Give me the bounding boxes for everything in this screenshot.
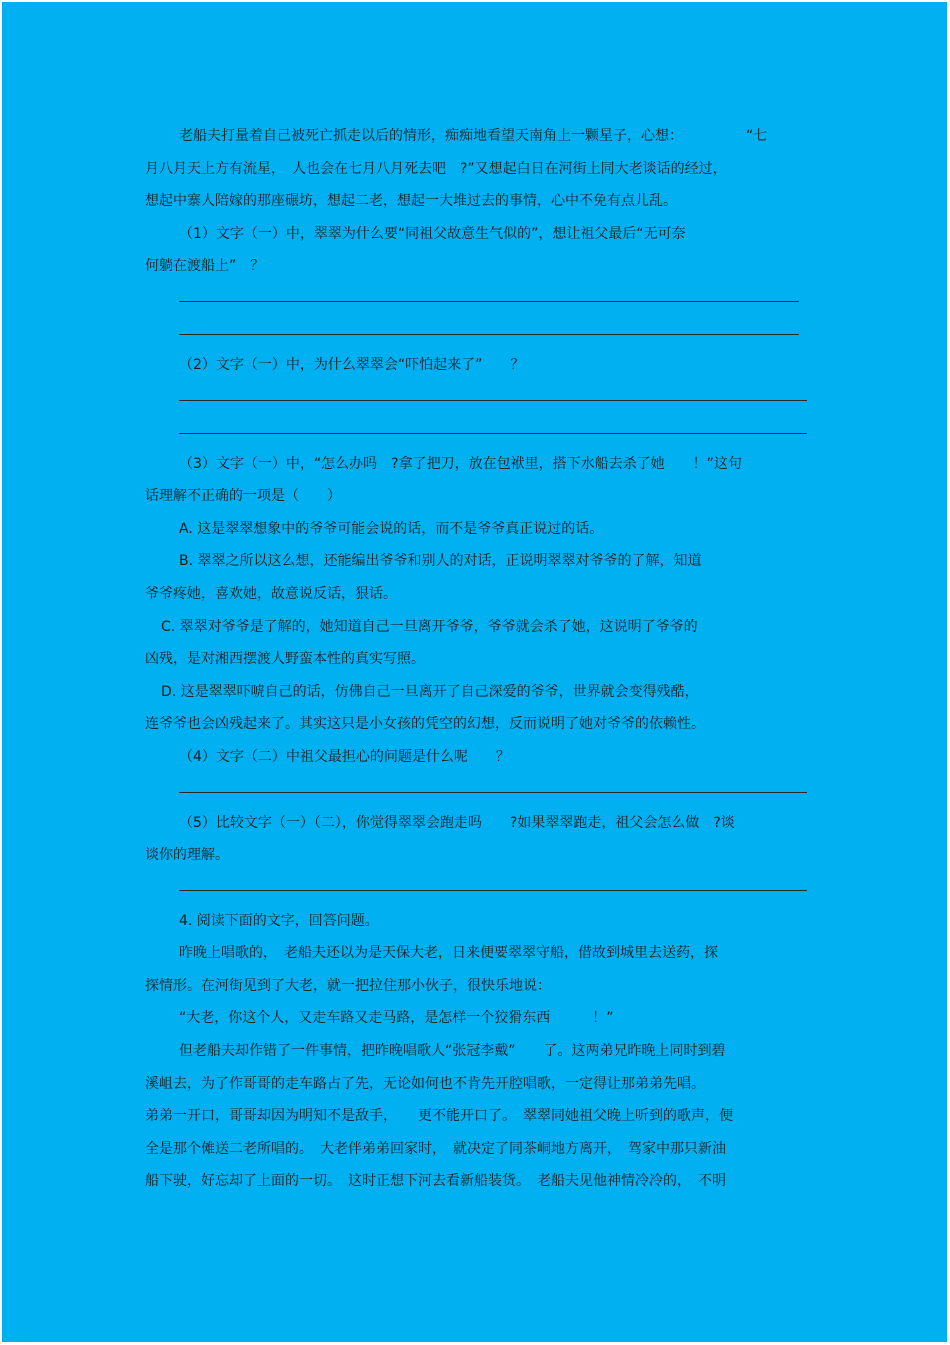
question-5: （5）比较文字（一）（二），你觉得翠翠会跑走吗 ?如果翠翠跑走，祖父会怎么做 ?谈 [179, 814, 735, 831]
paragraph-line: 老船夫打量着自己被死亡抓走以后的情形，痴痴地看望天南角上一颗星子，心想： “七 [179, 128, 768, 144]
paragraph-line: 全是那个傩送二老所唱的。 大老伴弟弟回家时， 就决定了同茶峒地方离开， 驾家中那只新油 [145, 1140, 726, 1157]
answer-line[interactable] [145, 316, 807, 349]
question-3-cont: 话理解不正确的一项是（ ） [145, 488, 341, 505]
option-a: A. 这是翠翠想象中的爷爷可能会说的话，而不是爷爷真正说过的话。 [179, 520, 604, 537]
question-5-cont: 谈你的理解。 [145, 847, 229, 864]
section-heading: 4. 阅读下面的文字，回答问题。 [179, 912, 379, 929]
option-d: D. 这是翠翠吓唬自己的话，仿佛自己一旦离开了自己深爱的爷爷，世界就会变得残酷， [161, 683, 699, 700]
paragraph-line: 船下驶，好忘却了上面的一切。 这时正想下河去看新船装货。 老船夫见他神情冷冷的， 不明 [145, 1173, 726, 1190]
document-page [2, 2, 947, 1342]
paragraph-line: 想起中寨人陪嫁的那座碾坊，想起二老，想起一大堆过去的事情，心中不免有点儿乱。 [145, 193, 677, 210]
option-b-cont: 爷爷疼她，喜欢她，故意说反话，狠话。 [145, 585, 397, 602]
question-3: （3）文字（一）中，“怎么办吗 ?拿了把刀，放在包袱里，搭下水船去杀了她 ！”这句 [179, 455, 742, 472]
question-1: （1）文字（一）中，翠翠为什么要“同祖父故意生气似的”，想让祖父最后“无可奈 [179, 225, 686, 242]
answer-line[interactable] [145, 872, 807, 905]
question-1-cont: 何躺在渡船上” ？ [145, 258, 265, 275]
option-b: B. 翠翠之所以这么想，还能编出爷爷和别人的对话，正说明翠翠对爷爷的了解，知道 [179, 553, 702, 570]
paragraph-line: 月八月天上方有流星， 人也会在七月八月死去吧 ?”又想起白日在河街上同大老谈话的经过， [145, 160, 727, 177]
paragraph-line: 弟弟一开口，哥哥却因为明知不是敌手， 更不能开口了。 翠翠同她祖父晚上听到的歌声，便 [145, 1108, 733, 1125]
paragraph-line: “大老，你这个人，又走车路又走马路，是怎样一个狡猾东西 ！” [179, 1010, 614, 1027]
answer-line[interactable] [145, 382, 807, 415]
option-d-cont: 连爷爷也会凶残起来了。其实这只是小女孩的凭空的幻想，反而说明了她对爷爷的依赖性。 [145, 716, 705, 733]
option-c: C. 翠翠对爷爷是了解的，她知道自己一旦离开爷爷，爷爷就会杀了她，这说明了爷爷的 [161, 618, 698, 635]
question-4: （4）文字（二）中祖父最担心的问题是什么呢 ？ [179, 748, 510, 765]
document-body [145, 120, 807, 1198]
answer-line[interactable] [145, 283, 807, 316]
answer-line[interactable] [145, 774, 807, 807]
paragraph-line: 探情形。在河街见到了大老，就一把拉住那小伙子，很快乐地说： [145, 977, 551, 994]
question-2: （2）文字（一）中，为什么翠翠会“吓怕起来了” ？ [179, 356, 525, 373]
paragraph-line: 但老船夫却作错了一件事情，把昨晚唱歌人“张冠李戴” 了。这两弟兄昨晚上同时到碧 [179, 1043, 726, 1060]
answer-line[interactable] [145, 415, 807, 448]
paragraph-line: 溪岨去，为了作哥哥的走车路占了先，无论如何也不肯先开腔唱歌，一定得让那弟弟先唱。 [145, 1075, 705, 1092]
option-c-cont: 凶残，是对湘西摆渡人野蛮本性的真实写照。 [145, 651, 425, 668]
paragraph-line: 昨晚上唱歌的， 老船夫还以为是天保大老，日来便要翠翠守船，借故到城里去送药，探 [179, 945, 718, 962]
